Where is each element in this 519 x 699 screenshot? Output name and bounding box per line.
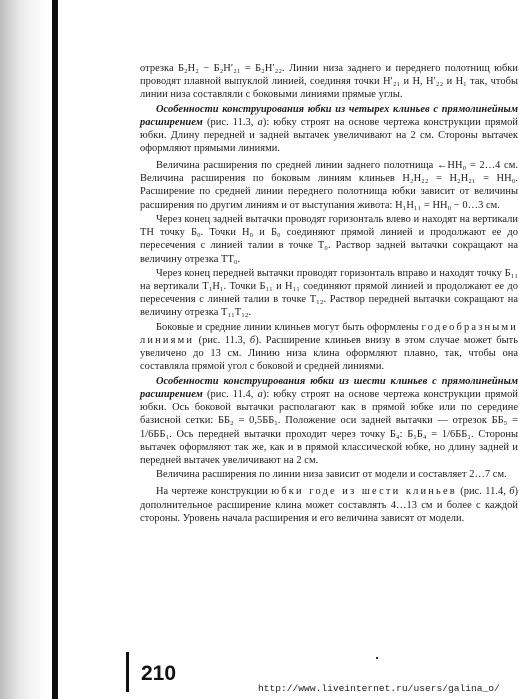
body-paragraph — [140, 485, 518, 524]
scan-speck — [376, 657, 378, 659]
text-run: Величина расширения по линии низа зависит от модели и составляет 2…7 см. — [156, 469, 507, 481]
scan-edge-shadow — [0, 0, 58, 699]
body-paragraph — [140, 468, 518, 481]
text-run: (рис. 11.3, — [202, 116, 258, 128]
text-run: ): юбку строят на основе чертежа конструкции прямой юбки. Ось боковой вытачки располагают как в прямой юбке или по середине базисной сетки: ББ₂ = 0,5ББ₁. Положение оси задней вытачки — отрезок ББ₅ = 1/6ББ₁. Ось передней вытачки проходит через точку Б₄: Б₁Б₄ = 1/6ББ₁. Стороны вытачек оформляют так же, как и в прямой классической юбке, но длину задней и передней вытачек увеличивают на 2 см. — [140, 389, 518, 466]
section-heading-run: Особенности конструирования юбки из шести клиньев с прямолинейным расширением — [140, 376, 518, 401]
section-heading-run: Особенности конструирования юбки из четырех клиньев с прямолинейным расширением — [140, 103, 518, 128]
page-number: 210 — [141, 662, 177, 685]
spaced-emphasis-run: годеобразными линиями — [140, 322, 518, 347]
body-paragraph — [140, 321, 518, 373]
text-run: (рис. 11.3, — [194, 335, 250, 347]
body-paragraph — [140, 103, 518, 155]
text-run: (рис. 11.4, — [456, 486, 510, 498]
text-run: (рис. 11.4, — [202, 389, 258, 401]
body-paragraph — [140, 159, 518, 211]
text-run: ) дополнительное расширение клина может составлять 4…13 см и более с каждой стороны. Уровень начала расширения и его величина зависят от модели. — [140, 486, 518, 524]
figure-letter: б — [509, 486, 515, 498]
figure-letter: а — [257, 389, 263, 401]
text-run: Величина расширения по средней линии заднего полотнища ←НН₀ = 2…4 см. Величина расширения по боковым линиям клиньев Н₂Н₂₂ = Н₂Н₂₁ = НН₀. Расширение по средней линии переднего полотнища юбки зависит от величины расширения по другим линиям и от выступания живота: Н₁Н₁₁ = НН₀ − 0…3 см. — [140, 160, 518, 211]
body-paragraph — [140, 375, 518, 467]
text-run: Через конец задней вытачки проводят горизонталь влево и находят на вертикали ТН точку Б₀. Точки Н₀ и Б₀ соединяют прямой линией и продолжают ее до пересечения с линией талии в точке Т₀. Раствор задней вытачки сокращают на величину отрезка ТТ₀. — [140, 214, 518, 265]
text-run: ): юбку строят на основе чертежа конструкции прямой юбки. Длину передней и задней вытачек увеличивают на 2 см. Стороны вытачек оформляют прямыми линиями. — [140, 116, 518, 155]
spaced-emphasis-run: юбки годе из шести клиньев — [271, 486, 457, 498]
page-text-column — [140, 62, 518, 526]
text-run: На чертеже конструкции — [156, 486, 272, 498]
text-run: ). Расширение клиньев внизу в этом случае может быть увеличено до 13 см. Линию низа клина оформляют плавно, так, чтобы она составляла прямой угол с боковой и средней линиями. — [140, 335, 518, 373]
body-paragraph — [140, 267, 518, 319]
text-run: Через конец передней вытачки проводят горизонталь вправо и находят точку Б₁₁ на вертикали Т₁Н₁. Точки Б₁₁ и Н₁₁ соединяют прямой линией и продолжают ее до пересечения с линией талии в точке Т₁₂. Раствор передней вытачки сокращают на величину отрезка Т₁₁Т₁₂. — [140, 268, 518, 319]
figure-letter: б — [249, 335, 256, 347]
page-number-rule — [126, 652, 129, 692]
source-watermark: http://www.liveinternet.ru/users/galina_o/ — [258, 683, 500, 694]
text-run: отрезка Б₂Н₂ − Б₂Н′₂₁ = Б₂Н′₂₂. Линии низа заднего и переднего полотнищ юбки проводят плавной выпуклой линией, соединяя точки Н′₂₁ и Н, Н′₂₂ и Н₁ так, чтобы линии низа составляли с боковыми линиями прямые углы. — [140, 63, 518, 101]
body-paragraph — [140, 213, 518, 265]
figure-letter: а — [257, 116, 263, 128]
text-run: Боковые и средние линии клиньев могут быть оформлены — [156, 322, 422, 334]
body-paragraph — [140, 62, 518, 101]
book-spine-bar — [52, 0, 58, 699]
